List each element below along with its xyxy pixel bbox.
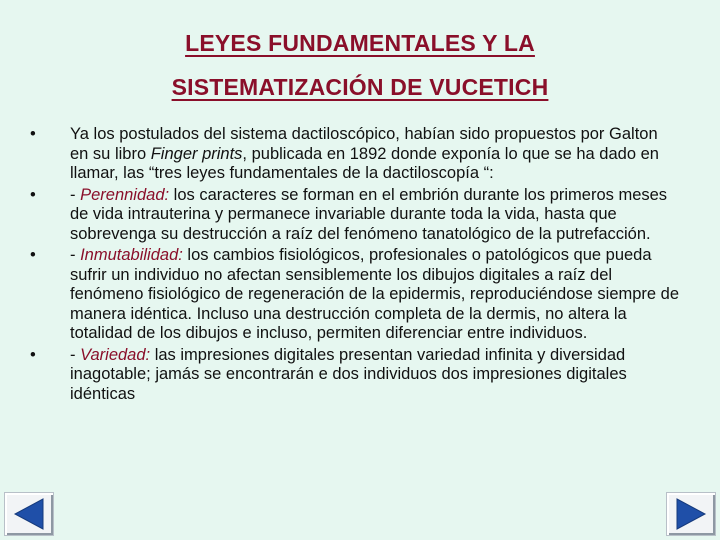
- bullet-text: -: [70, 185, 81, 204]
- bullet-text: los cambios fisiológicos, profesionales o patológicos que pueda sufrir un individuo no afectan sensiblemente los dibujos digitales a raíz del fenómeno fisiológico de regeneración de la epidermis, reproduciéndose siempre de manera idéntica. Incluso una destrucción completa de la dermis, no altera la totalidad de los dibujos e incluso, permiten diferenciar entre individuos.: [70, 246, 680, 342]
- arrow-right-icon: [673, 497, 709, 531]
- bullet-item: [30, 186, 680, 245]
- bullet-text: -: [70, 345, 81, 364]
- bullet-item: [30, 246, 680, 344]
- law-term: Inmutabilidad:: [80, 246, 183, 264]
- title-line-2: SISTEMATIZACIÓN DE VUCETICH: [171, 74, 549, 100]
- title-line-1: LEYES FUNDAMENTALES Y LA: [185, 30, 535, 56]
- bullet-text: las impresiones digitales presentan variedad infinita y diversidad inagotable; jamás se encontrarán e dos individuos dos impresiones digitales idénticas: [70, 345, 627, 403]
- bullet-text: , publicada en 1892 donde exponía lo que se ha dado en llamar, las “tres leyes fundamentales de la dactiloscopía “:: [70, 144, 659, 182]
- bullet-marker: •: [30, 345, 36, 364]
- bullet-text: -: [70, 246, 81, 264]
- bullet-text: los caracteres se forman en el embrión durante los primeros meses de vida intrauterina y permanece invariable durante toda la vida, hasta que sobrevenga su destrucción a raíz del fenómeno tanatológico de la putrefacción.: [70, 185, 668, 243]
- book-title: Finger prints: [150, 144, 243, 163]
- next-slide-button[interactable]: [666, 492, 716, 536]
- bullet-list: [30, 125, 680, 406]
- bullet-marker: •: [30, 246, 36, 264]
- bullet-marker: •: [30, 185, 36, 204]
- previous-slide-button[interactable]: [4, 492, 54, 536]
- bullet-item: [30, 125, 680, 184]
- bullet-marker: •: [30, 125, 36, 143]
- arrow-left-icon: [11, 497, 47, 531]
- bullet-item: [30, 346, 680, 405]
- bullet-text: Ya los postulados del sistema dactiloscópico, habían sido propuestos por Galton en su libro: [70, 125, 658, 163]
- law-term: Variedad:: [80, 345, 151, 364]
- law-term: Perennidad:: [80, 185, 170, 204]
